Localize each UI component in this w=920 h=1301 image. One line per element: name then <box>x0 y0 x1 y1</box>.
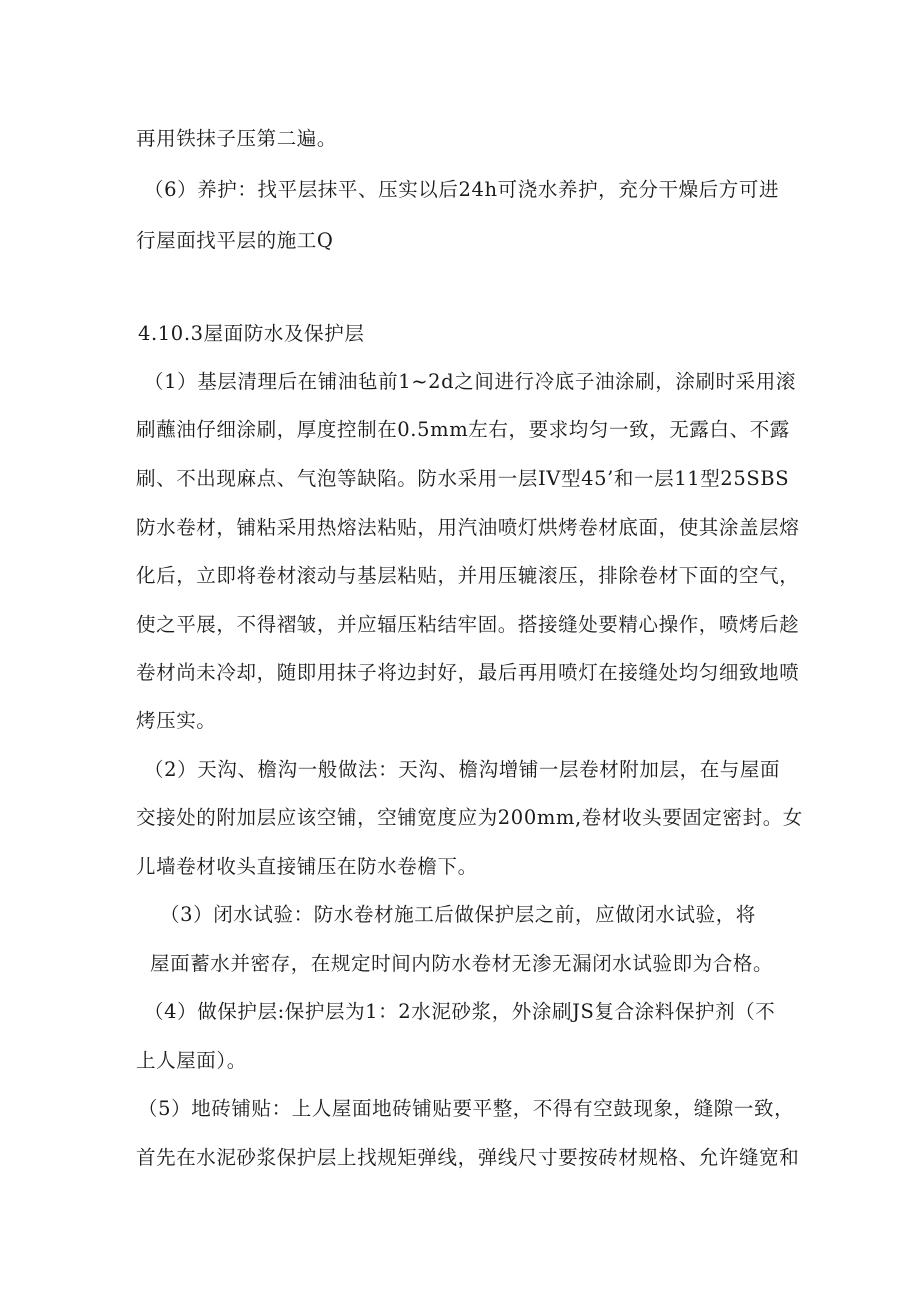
text-line: 儿墙卷材收头直接铺压在防水卷檐下。 <box>136 855 478 878</box>
text-line: 卷材尚未冷却，随即用抹子将边封好，最后再用喷灯在接缝处均匀细致地喷 <box>136 661 800 684</box>
text-line: 化后，立即将卷材滚动与基层粘贴，并用压辘滚压，排除卷材下面的空气， <box>136 564 800 587</box>
text-line: 首先在水泥砂浆保护层上找规矩弹线，弹线尺寸要按砖材规格、允许缝宽和 <box>136 1146 800 1169</box>
text-line: （1）基层清理后在铺油毡前1~2d之间进行冷底子油涂刷，涂刷时采用滚 <box>144 370 796 393</box>
text-line: 再用铁抹子压第二遍。 <box>136 127 338 150</box>
text-line: 使之平展，不得褶皱，并应辐压粘结牢固。搭接缝处要精心操作，喷烤后趁 <box>136 613 800 636</box>
text-line: 行屋面找平层的施工Q <box>136 229 334 252</box>
section-heading: 4.10.3屋面防水及保护层 <box>138 322 365 345</box>
text-line: （2）天沟、檐沟一般做法：天沟、檐沟增铺一层卷材附加层，在与屋面 <box>144 758 781 781</box>
text-line: 刷蘸油仔细涂刷，厚度控制在0.5mm左右，要求均匀一致，无露白、不露 <box>136 418 790 441</box>
text-line: 交接处的附加层应该空铺，空铺宽度应为200mm,卷材收头要固定密封。女 <box>136 806 803 829</box>
text-line: （6）养护：找平层抹平、压实以后24h可浇水养护，充分干燥后方可进 <box>144 178 780 201</box>
text-line: 上人屋面）。 <box>136 1049 247 1072</box>
text-line: 防水卷材，铺粘采用热熔法粘贴，用汽油喷灯烘烤卷材底面，使其涂盖层熔 <box>136 516 800 539</box>
text-line: 烤压实。 <box>136 709 217 732</box>
text-line: （4）做保护层:保护层为1：2水泥砂浆，外涂刷JS复合涂料保护剂（不 <box>144 1000 776 1023</box>
text-line: （3）闭水试验：防水卷材施工后做保护层之前，应做闭水试验，将 <box>160 903 756 926</box>
text-line: 屋面蓄水并密存，在规定时间内防水卷材无渗无漏闭水试验即为合格。 <box>150 952 774 975</box>
text-line: 刷、不出现麻点、气泡等缺陷。防水采用一层IV型45’和一层11型25SBS <box>136 467 790 490</box>
text-line: （5）地砖铺贴：上人屋面地砖铺贴要平整，不得有空鼓现象，缝隙一致， <box>138 1097 795 1120</box>
